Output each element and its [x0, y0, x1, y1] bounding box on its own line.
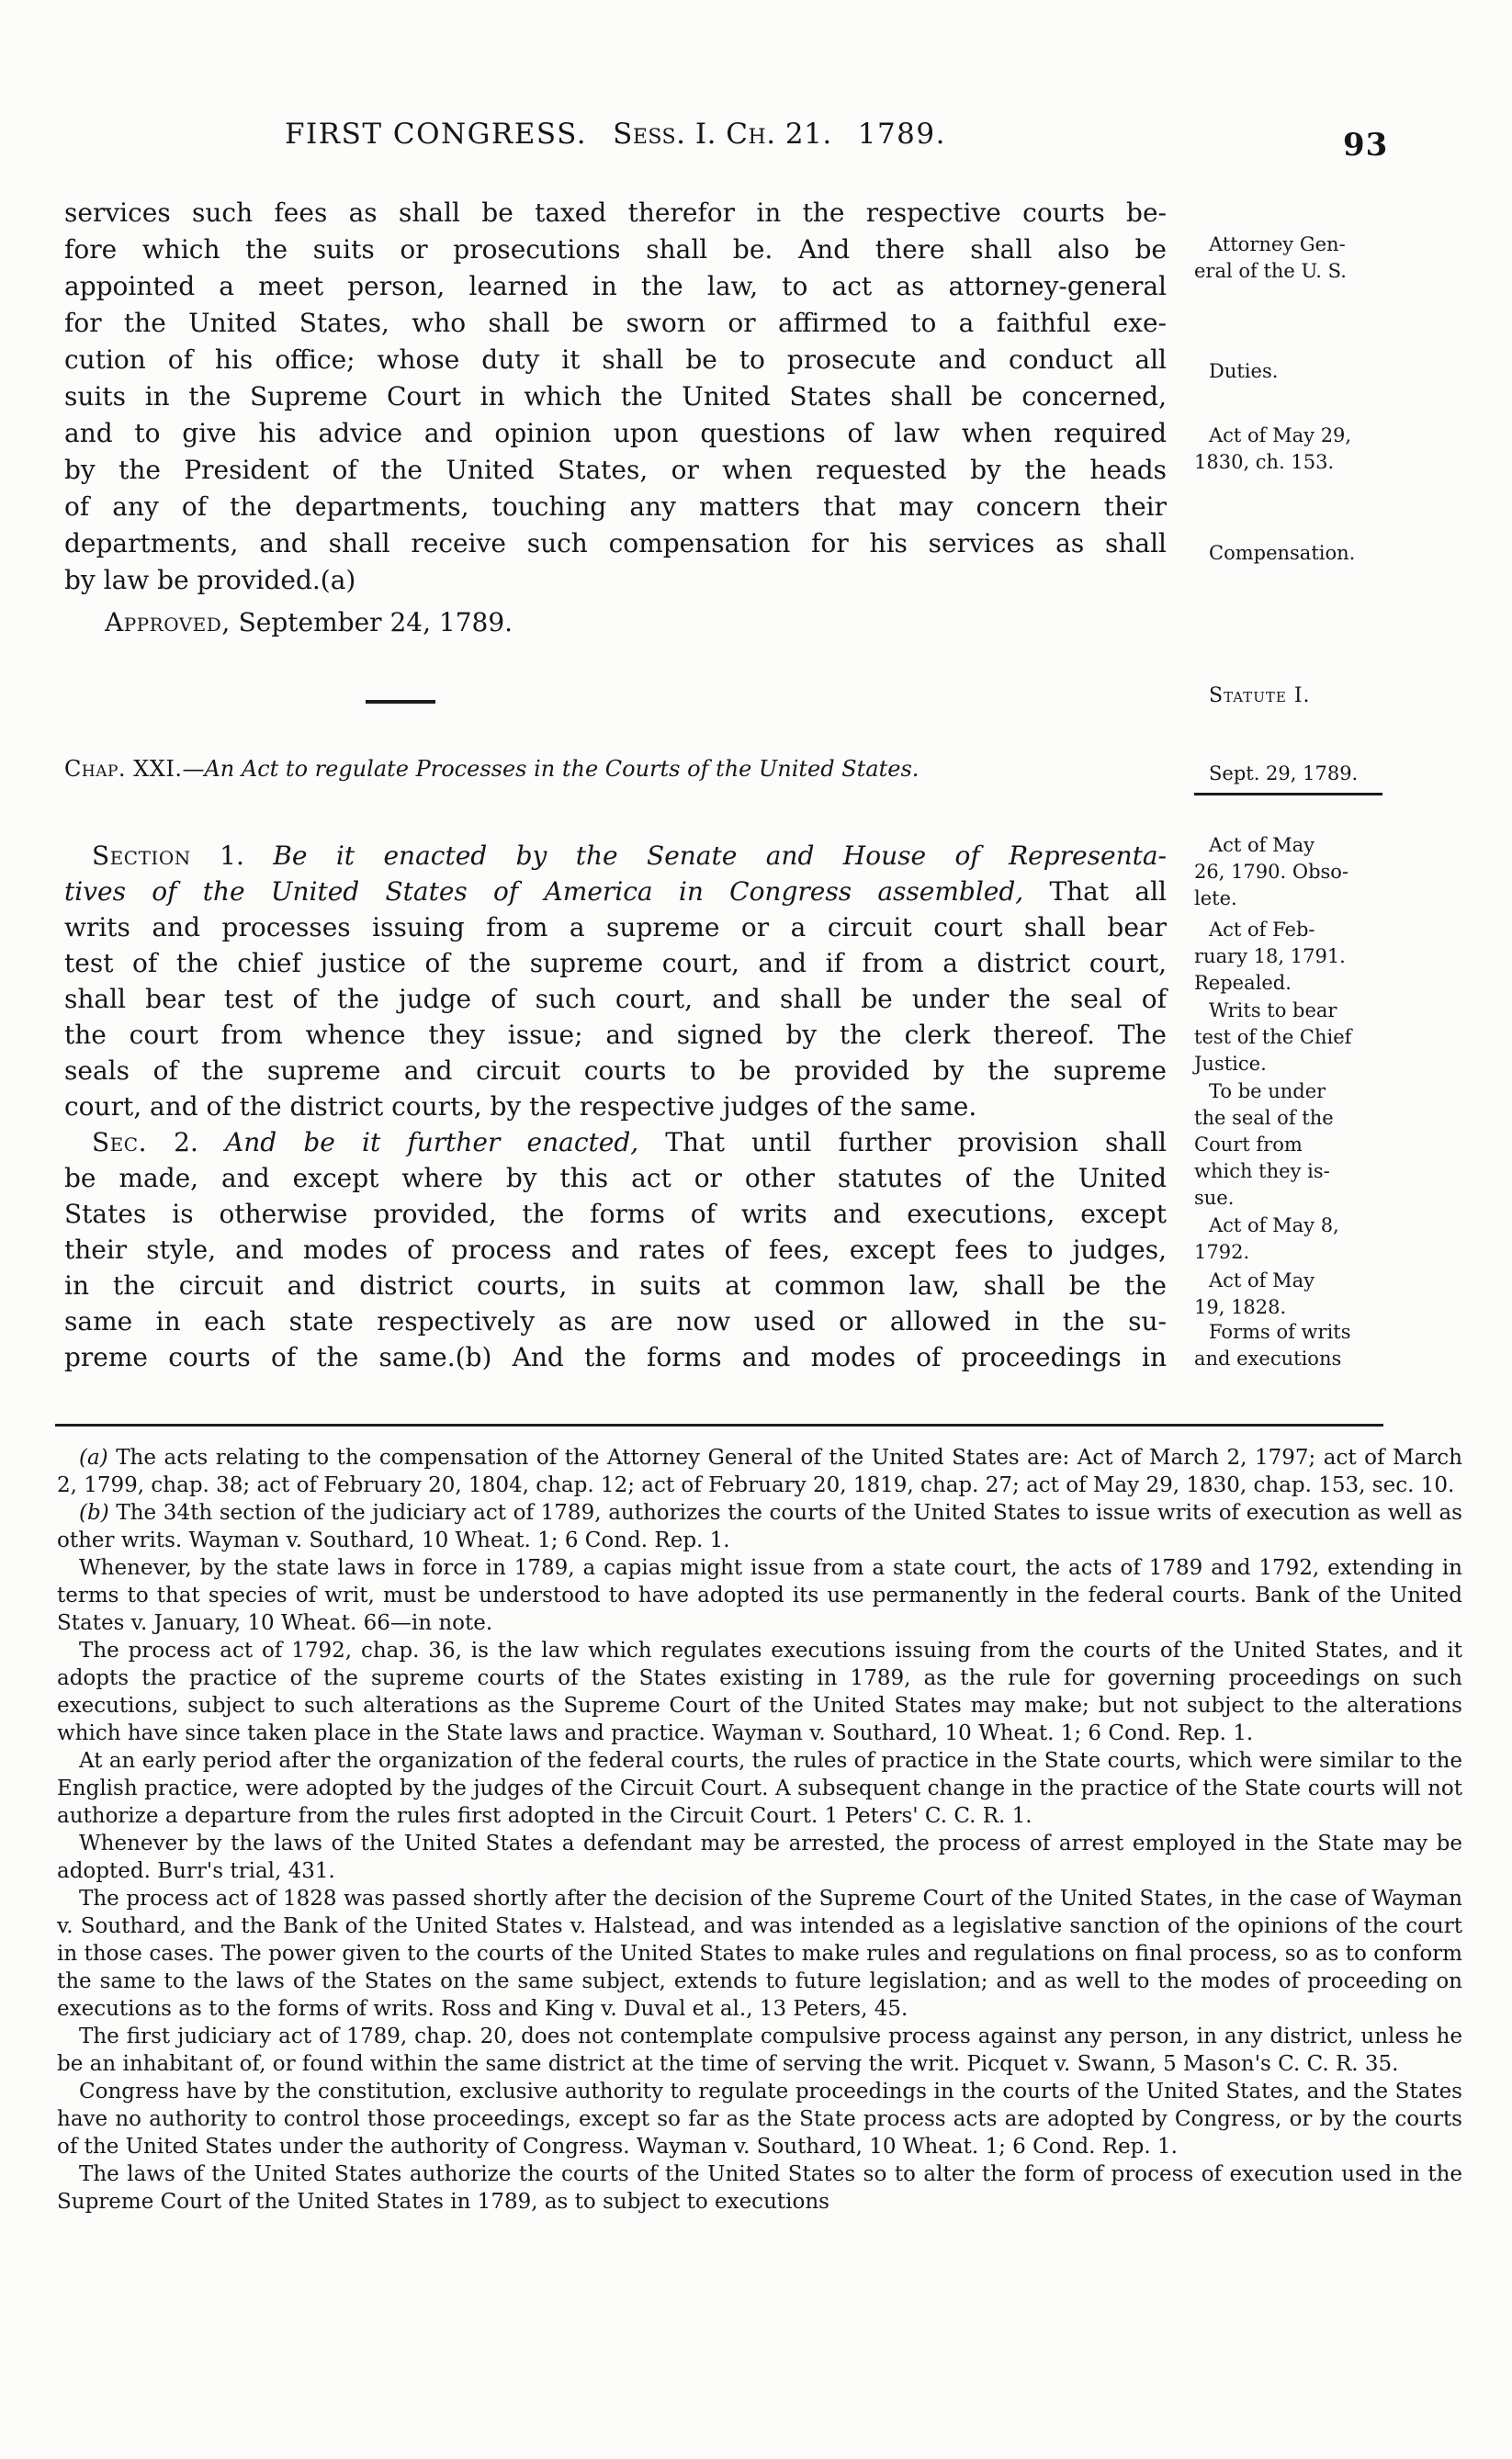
page-number: 93 — [1343, 127, 1389, 164]
margin-note — [1194, 1268, 1398, 1321]
margin-note-line: Act of May 8, — [1209, 1214, 1339, 1236]
margin-note-line: 26, 1790. Obso- — [1194, 861, 1349, 883]
header-congress: FIRST CONGRESS. — [285, 118, 588, 151]
page-header — [64, 118, 1167, 151]
text-line: of any of the departments, touching any matters that may concern their — [64, 491, 1167, 522]
text-line: tives of the United States of America in Congress assembled, That all — [64, 876, 1167, 907]
margin-note-line: Court from — [1194, 1134, 1303, 1156]
margin-note-line: Writs to bear — [1209, 999, 1337, 1021]
margin-note — [1194, 358, 1398, 385]
text-line: preme courts of the same.(b) And the forms and modes of proceedings in — [64, 1342, 1167, 1372]
text-line: by the President of the United States, or when requested by the heads — [64, 455, 1167, 485]
margin-note-line: 1792. — [1194, 1241, 1250, 1263]
section-2-paragraph — [64, 1124, 1167, 1375]
text-line: their style, and modes of process and rates of fees, except fees to judges, — [64, 1235, 1167, 1265]
text-line: Section 1. Be it enacted by the Senate and House of Representa- — [92, 840, 1168, 871]
margin-note — [1194, 917, 1398, 997]
text-line: Chap. XXI.—An Act to regulate Processes in the Courts of the United States. — [64, 756, 920, 782]
text-line: by law be provided.(a) — [64, 565, 356, 595]
margin-note-line: Act of May — [1209, 834, 1315, 856]
margin-note-line: ruary 18, 1791. — [1194, 945, 1346, 967]
footnote: (b) The 34th section of the judiciary act of 1789, authorizes the courts of the United States to issue writs of execution as well as other writs. Wayman v. Southard, 10 Wheat. 1; 6 Cond. Rep. 1. — [57, 1501, 1462, 1552]
margin-note — [1194, 998, 1398, 1077]
text-line: States is otherwise provided, the forms of writs and executions, except — [64, 1199, 1167, 1229]
footnote: (a) The acts relating to the compensation of the Attorney General of the United States are: Act of March 2, 1797; act of March 2, 1799, chap. 38; act of February 20, 1804, chap. 12; act of February 20, 1819, chap. 27; act of May 29, 1830, chap. 153, sec. 10. — [57, 1446, 1462, 1497]
margin-note-line: the seal of the — [1194, 1107, 1334, 1129]
margin-note-line: lete. — [1194, 887, 1237, 909]
footnote: At an early period after the organization of the federal courts, the rules of practice in the State courts, which were similar to the English practice, were adopted by the judges of the Circuit Court. A subsequent change in the practice of the State courts will not authorize a departure from the rules first adopted in the Circuit Court. 1 Peters' C. C. R. 1. — [57, 1749, 1462, 1828]
margin-note-line: eral of the U. S. — [1194, 260, 1347, 282]
text-line: shall bear test of the judge of such court, and shall be under the seal of — [64, 984, 1167, 1014]
text-line: cution of his office; whose duty it shall be to prosecute and conduct all — [64, 344, 1167, 375]
text-line: and to give his advice and opinion upon questions of law when required — [64, 418, 1167, 448]
footnote: Whenever by the laws of the United States a defendant may be arrested, the process of arrest employed in the State may be adopted. Burr's trial, 431. — [57, 1832, 1462, 1883]
footnote: The process act of 1792, chap. 36, is the law which regulates executions issuing from the courts of the United States, and it adopts the practice of the supreme courts of the States existing in 1789, as the rule for governing proceedings on such executions, subject to such alterations as the Supreme Court of the United States may make; but not subject to the alterations which have since taken place in the State laws and practice. Wayman v. Southard, 10 Wheat. 1; 6 Cond. Rep. 1. — [57, 1639, 1462, 1745]
margin-note-line: Act of May — [1209, 1269, 1315, 1292]
text-line: services such fees as shall be taxed therefor in the respective courts be- — [64, 197, 1167, 228]
text-line: departments, and shall receive such compensation for his services as shall — [64, 528, 1167, 558]
footnote: The first judiciary act of 1789, chap. 20, does not contemplate compulsive process against any person, in any district, unless he be an inhabitant of, or found within the same district at the time of serving the writ. Picquet v. Swann, 5 Mason's C. C. R. 35. — [57, 2025, 1462, 2076]
margin-note-line: test of the Chief — [1194, 1026, 1352, 1048]
text-line: test of the chief justice of the supreme court, and if from a district court, — [64, 948, 1167, 978]
margin-note-line: Statute I. — [1209, 684, 1311, 707]
text-line: be made, and except where by this act or other statutes of the United — [64, 1163, 1167, 1193]
margin-note-line: sue. — [1194, 1187, 1235, 1209]
text-line: in the circuit and district courts, in suits at common law, shall be the — [64, 1270, 1167, 1301]
margin-note-line: 19, 1828. — [1194, 1296, 1287, 1318]
footnote-marker: (a) — [79, 1446, 108, 1470]
header-year: 1789. — [857, 118, 946, 151]
header-session-chapter: Sess. I. Ch. 21. — [613, 118, 832, 151]
margin-note-line: 1830, ch. 153. — [1194, 451, 1335, 473]
footnote-marker: (b) — [79, 1501, 109, 1525]
text-line: Sec. 2. And be it further enacted, That until further provision shall — [92, 1127, 1167, 1157]
text-line: same in each state respectively as are now used or allowed in the su- — [64, 1306, 1167, 1337]
margin-note-line: Repealed. — [1194, 972, 1292, 994]
text-line: for the United States, who shall be sworn or affirmed to a faithful exe- — [64, 308, 1167, 338]
act-continuation-paragraph — [64, 195, 1167, 599]
footnote-separator-rule — [55, 1424, 1383, 1427]
margin-note-line: To be under — [1209, 1080, 1326, 1102]
section-1-paragraph — [64, 838, 1167, 1124]
text-line: suits in the Supreme Court in which the United States shall be concerned, — [64, 381, 1167, 412]
text-line: the court from whence they issue; and signed by the clerk thereof. The — [64, 1020, 1167, 1050]
footnote: The process act of 1828 was passed shortly after the decision of the Supreme Court of the United States, in the case of Wayman v. Southard, and the Bank of the United States v. Halstead, and was intended as a legislative sanction of the opinions of the court in those cases. The power given to the courts of the United States to make rules and regulations on final process, so as to conform the same to the laws of the States on the same subject, extends to future legislation; and as well to the modes of proceeding on executions as to the forms of writs. Ross and King v. Duval et al., 13 Peters, 45. — [57, 1887, 1462, 2021]
margin-note-line: which they is- — [1194, 1160, 1330, 1182]
margin-note — [1194, 1319, 1398, 1372]
footnote: The laws of the United States authorize the courts of the United States so to alter the form of process of execution used in the Supreme Court of the United States in 1789, as to subject to executions — [57, 2162, 1462, 2214]
text-line: fore which the suits or prosecutions shall be. And there shall also be — [64, 234, 1167, 265]
margin-note-line: and executions — [1194, 1348, 1342, 1370]
margin-note-line: Justice. — [1194, 1053, 1267, 1075]
margin-note — [1194, 1213, 1398, 1266]
margin-note — [1194, 682, 1398, 709]
main-text-column — [64, 195, 1167, 1375]
footnotes-section — [57, 1444, 1462, 2216]
margin-note — [1194, 540, 1398, 567]
margin-note-line: Sept. 29, 1789. — [1209, 762, 1359, 784]
approved-line — [64, 604, 1167, 641]
margin-note — [1194, 423, 1398, 476]
text-line: court, and of the district courts, by the respective judges of the same. — [64, 1091, 977, 1122]
text-line: writs and processes issuing from a supreme or a circuit court shall bear — [64, 912, 1167, 942]
margin-note-line: Compensation. — [1209, 542, 1356, 564]
margin-note-line: Act of Feb- — [1209, 919, 1315, 941]
margin-note — [1194, 761, 1382, 795]
margin-note — [1194, 231, 1398, 285]
margin-note-line: Duties. — [1209, 360, 1279, 382]
statute-divider-rule — [366, 700, 435, 704]
margin-note-line: Attorney Gen- — [1209, 233, 1346, 255]
footnote: Congress have by the constitution, exclusive authority to regulate proceedings in the courts of the United States, and the States have no authority to control those proceedings, except so far as the State process acts are adopted by Congress, or by the courts of the United States under the authority of Congress. Wayman v. Southard, 10 Wheat. 1; 6 Cond. Rep. 1. — [57, 2080, 1462, 2159]
chapter-heading — [64, 753, 1167, 784]
margin-note-line: Act of May 29, — [1209, 424, 1352, 446]
footnote: Whenever, by the state laws in force in 1789, a capias might issue from a state court, the acts of 1789 and 1792, extending in terms to that species of writ, must be understood to have adopted its use permanently in the federal courts. Bank of the United States v. January, 10 Wheat. 66—in note. — [57, 1556, 1462, 1635]
margin-note-line: Forms of writs — [1209, 1321, 1351, 1343]
margin-note — [1194, 1078, 1398, 1212]
text-line: seals of the supreme and circuit courts to be provided by the supreme — [64, 1055, 1167, 1086]
text-line: appointed a meet person, learned in the law, to act as attorney-general — [64, 271, 1167, 301]
text-line: Approved, September 24, 1789. — [105, 607, 513, 637]
margin-note — [1194, 832, 1398, 912]
